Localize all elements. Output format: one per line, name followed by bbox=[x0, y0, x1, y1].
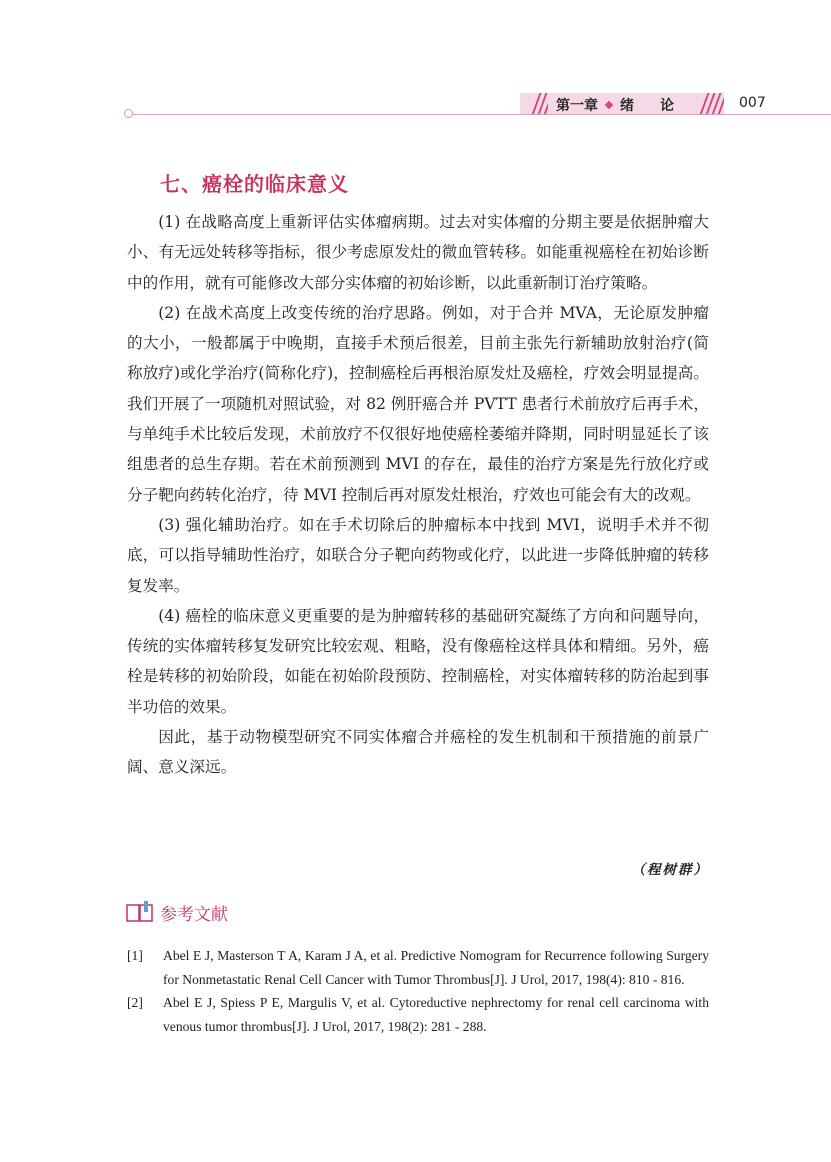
chapter-number: 第一章 bbox=[556, 98, 598, 114]
reference-number: [2] bbox=[127, 995, 143, 1010]
paragraph-1: (1) 在战略高度上重新评估实体瘤病期。过去对实体瘤的分期主要是依据肿瘤大小、有无远处转移等指标，很少考虑原发灶的微血管转移。如能重视癌栓在初始诊断中的作用，就有可能修改大部分实体瘤的初始诊断，以此重新制订治疗策略。 bbox=[127, 213, 709, 292]
paragraph-5: 因此，基于动物模型研究不同实体瘤合并癌栓的发生机制和干预措施的前景广阔、意义深远。 bbox=[127, 728, 709, 777]
header-rule bbox=[130, 114, 831, 115]
references-title: 参考文献 bbox=[160, 905, 228, 925]
body-text bbox=[127, 207, 709, 783]
author-signature: （程树群） bbox=[631, 862, 709, 878]
reference-text: Abel E J, Masterson T A, Karam J A, et al. Predictive Nomogram for Recurrence following Surgery for Nonmetastatic Renal Cell Cancer with Tumor Thrombus[J]. J Urol, 2017, 198(4): 810 - 816. bbox=[163, 948, 709, 987]
paragraph-2: (2) 在战术高度上改变传统的治疗思路。例如，对于合并 MVA，无论原发肿瘤的大小，一般都属于中晚期，直接手术预后很差，目前主张先行新辅助放射治疗(简称放疗)或化学治疗(简称化疗)，控制癌栓后再根治原发灶及癌栓，疗效会明显提高。我们开展了一项随机对照试验，对 82 例肝癌合并 PVTT 患者行术前放疗后再手术，与单纯手术比较后发现，术前放疗不仅很好地使癌栓萎缩并降期，同时明显延长了该组患者的总生存期。若在术前预测到 MVI 的存在，最佳的治疗方案是先行放化疗或分子靶向药转化治疗，待 MVI 控制后再对原发灶根治，疗效也可能会有大的改观。 bbox=[127, 303, 709, 504]
reference-item bbox=[127, 944, 709, 991]
reference-list bbox=[127, 944, 709, 1038]
reference-number: [1] bbox=[127, 948, 143, 963]
reference-text: Abel E J, Spiess P E, Margulis V, et al. Cytoreductive nephrectomy for renal cell carcinoma with venous tumor thrombus[J]. J Urol, 2017, 198(2): 281 - 288. bbox=[163, 995, 709, 1034]
page-number: 007 bbox=[739, 95, 766, 111]
section-title: 七、癌栓的临床意义 bbox=[160, 172, 349, 196]
reference-item bbox=[127, 991, 709, 1038]
book-icon bbox=[126, 901, 154, 922]
header-rule-dot-icon bbox=[124, 109, 133, 118]
header-hatch-left bbox=[526, 93, 548, 114]
paragraph-4: (4) 癌栓的临床意义更重要的是为肿瘤转移的基础研究凝练了方向和问题导向，传统的实体瘤转移复发研究比较宏观、粗略，没有像癌栓这样具体和精细。另外，癌栓是转移的初始阶段，如能在初始阶段预防、控制癌栓，对实体瘤转移的防治起到事半功倍的效果。 bbox=[127, 606, 709, 716]
diamond-icon bbox=[605, 101, 613, 109]
paragraph-3: (3) 强化辅助治疗。如在手术切除后的肿瘤标本中找到 MVI，说明手术并不彻底，可以指导辅助性治疗，如联合分子靶向药物或化疗，以此进一步降低肿瘤的转移复发率。 bbox=[127, 515, 709, 595]
chapter-title: 绪论 bbox=[620, 98, 700, 114]
running-header bbox=[556, 95, 700, 115]
